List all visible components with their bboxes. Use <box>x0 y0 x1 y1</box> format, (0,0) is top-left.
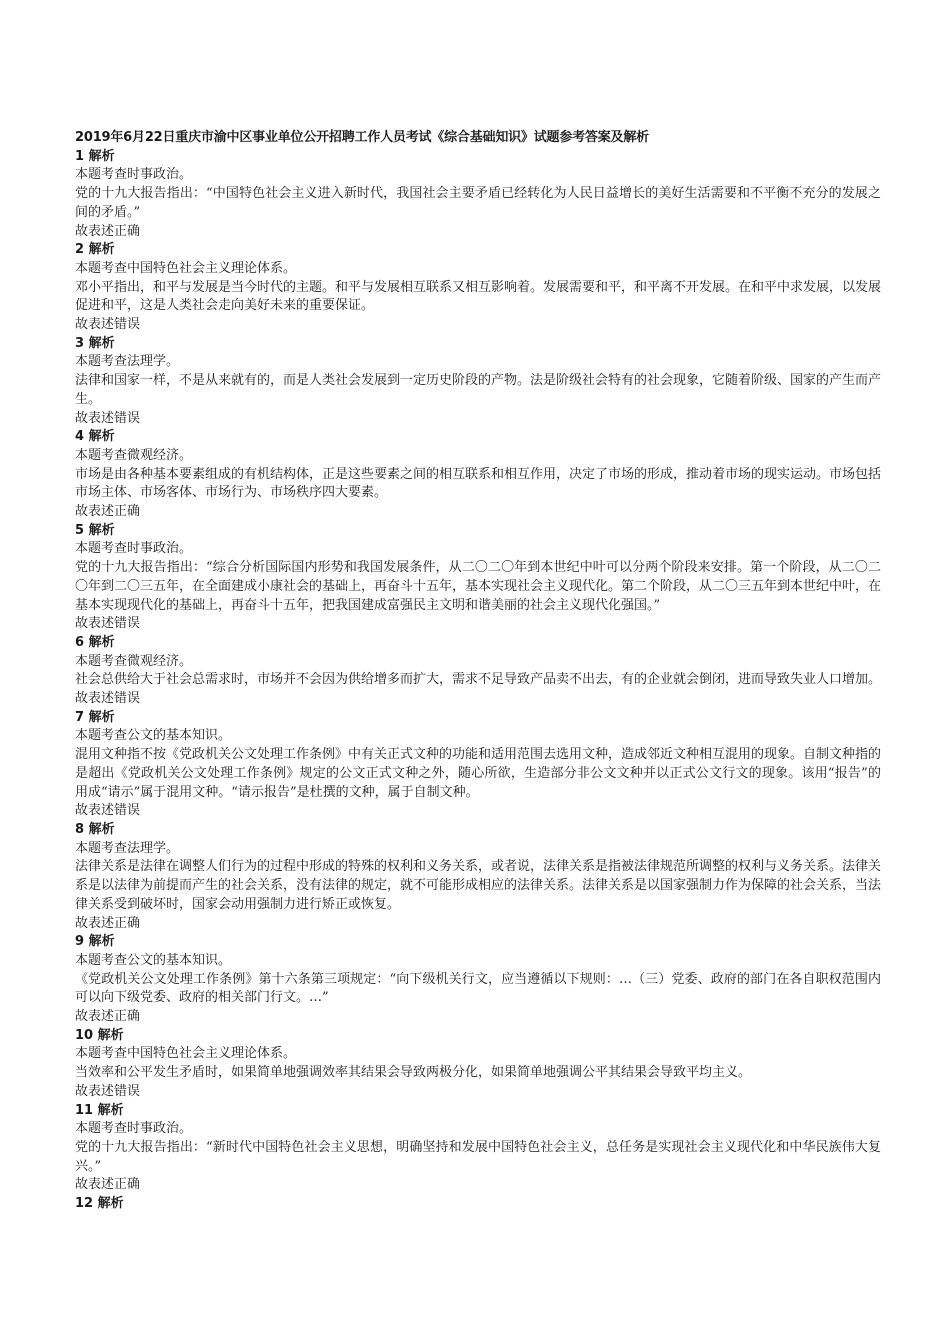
answer-item-7 <box>75 709 881 821</box>
item-conclusion: 故表述错误 <box>75 691 141 707</box>
item-conclusion: 故表述错误 <box>75 410 141 426</box>
item-heading: 5 解析 <box>75 522 115 538</box>
item-topic: 本题考查时事政治。 <box>75 1121 193 1137</box>
item-body: 《党政机关公文处理工作条例》第十六条第三项规定：“向下级机关行文，应当遵循以下规则：…（三）党委、政府的部门在各自职权范围内可以向下级党委、政府的相关部门行文。…” <box>75 971 881 1006</box>
item-topic: 本题考查时事政治。 <box>75 541 193 557</box>
answer-item-12 <box>75 1195 881 1214</box>
answer-item-2 <box>75 241 881 335</box>
item-conclusion: 故表述正确 <box>75 504 141 520</box>
answer-item-10 <box>75 1027 881 1102</box>
answer-item-4 <box>75 428 881 522</box>
item-body: 混用文种指不按《党政机关公文处理工作条例》中有关正式文种的功能和适用范围去选用文种，造成邻近文种相互混用的现象。自制文种指的是超出《党政机关公文处理工作条例》规定的公文正式文种之外，随心所欲，生造部分非公文文种并以正式公文行文的现象。该用“报告”的用成“请示”属于混用文种。“请示报告”是杜撰的文种，属于自制文种。 <box>75 747 882 800</box>
item-topic: 本题考查中国特色社会主义理论体系。 <box>75 1046 297 1062</box>
item-topic: 本题考查法理学。 <box>75 354 180 370</box>
item-heading: 8 解析 <box>75 822 115 837</box>
item-topic: 本题考查微观经济。 <box>75 447 193 463</box>
item-body: 法律关系是法律在调整人们行为的过程中形成的特殊的权利和义务关系，或者说，法律关系是指被法律规范所调整的权利与义务关系。法律关系是以法律为前提而产生的社会关系，没有法律的规定，就不可能形成相应的法律关系。法律关系是以国家强制力作为保障的社会关系，当法律关系受到破坏时，国家会动用强制力进行矫正或恢复。 <box>75 859 882 912</box>
item-conclusion: 故表述错误 <box>75 317 141 333</box>
item-conclusion: 故表述正确 <box>75 1009 141 1025</box>
item-heading: 4 解析 <box>75 429 115 445</box>
item-body: 党的十九大报告指出：“综合分析国际国内形势和我国发展条件，从二〇二〇年到本世纪中叶可以分两个阶段来安排。第一个阶段，从二〇二〇年到二〇三五年，在全面建成小康社会的基础上，再奋斗十五年，基本实现社会主义现代化。第二个阶段，从二〇三五年到本世纪中叶，在基本实现现代化的基础上，再奋斗十五年，把我国建成富强民主文明和谐美丽的社会主义现代化强国。” <box>75 560 882 613</box>
answer-item-5 <box>75 522 881 634</box>
item-body: 当效率和公平发生矛盾时，如果简单地强调效率其结果会导致两极分化，如果简单地强调公平其结果会导致平均主义。 <box>75 1065 752 1081</box>
answer-item-3 <box>75 335 881 429</box>
item-conclusion: 故表述正确 <box>75 915 141 931</box>
item-heading: 3 解析 <box>75 335 115 351</box>
item-body: 市场是由各种基本要素组成的有机结构体，正是这些要素之间的相互联系和相互作用，决定了市场的形成，推动着市场的现实运动。市场包括市场主体、市场客体、市场行为、市场秩序四大要素。 <box>75 466 882 501</box>
document-page <box>75 129 881 1214</box>
answer-item-8 <box>75 821 881 933</box>
item-heading: 12 解析 <box>75 1196 124 1212</box>
item-topic: 本题考查微观经济。 <box>75 653 193 669</box>
item-topic: 本题考查时事政治。 <box>75 167 193 183</box>
item-body: 社会总供给大于社会总需求时，市场并不会因为供给增多而扩大，需求不足导致产品卖不出去，有的企业就会倒闭，进而导致失业人口增加。 <box>75 672 882 688</box>
item-conclusion: 故表述错误 <box>75 616 141 632</box>
answer-item-6 <box>75 634 881 709</box>
item-body: 法律和国家一样，不是从来就有的，而是人类社会发展到一定历史阶段的产物。法是阶级社会特有的社会现象，它随着阶级、国家的产生而产生。 <box>75 373 882 407</box>
item-body: 邓小平指出，和平与发展是当今时代的主题。和平与发展相互联系又相互影响着。发展需要和平，和平离不开发展。在和平中求发展，以发展促进和平，这是人类社会走向美好未来的重要保证。 <box>75 279 882 314</box>
item-heading: 6 解析 <box>75 634 115 650</box>
item-conclusion: 故表述错误 <box>75 1083 141 1099</box>
item-topic: 本题考查公文的基本知识。 <box>75 952 232 968</box>
item-topic: 本题考查法理学。 <box>75 840 180 856</box>
item-topic: 本题考查公文的基本知识。 <box>75 728 232 744</box>
item-heading: 1 解析 <box>75 148 115 164</box>
item-conclusion: 故表述错误 <box>75 803 141 819</box>
item-heading: 11 解析 <box>75 1102 124 1118</box>
item-conclusion: 故表述正确 <box>75 1177 141 1193</box>
item-heading: 10 解析 <box>75 1027 124 1043</box>
item-heading: 2 解析 <box>75 242 115 258</box>
item-topic: 本题考查中国特色社会主义理论体系。 <box>75 260 297 276</box>
answer-item-11 <box>75 1102 881 1196</box>
item-body: 党的十九大报告指出：“中国特色社会主义进入新时代，我国社会主要矛盾已经转化为人民日益增长的美好生活需要和不平衡不充分的发展之间的矛盾。” <box>75 186 881 220</box>
answer-item-9 <box>75 933 881 1027</box>
item-heading: 9 解析 <box>75 934 115 950</box>
document-title: 2019年6月22日重庆市渝中区事业单位公开招聘工作人员考试《综合基础知识》试题参考答案及解析 <box>75 130 649 145</box>
item-body: 党的十九大报告指出：“新时代中国特色社会主义思想，明确坚持和发展中国特色社会主义，总任务是实现社会主义现代化和中华民族伟大复兴。” <box>75 1139 881 1174</box>
item-conclusion: 故表述正确 <box>75 223 141 239</box>
answer-item-1 <box>75 148 881 242</box>
item-heading: 7 解析 <box>75 709 115 725</box>
